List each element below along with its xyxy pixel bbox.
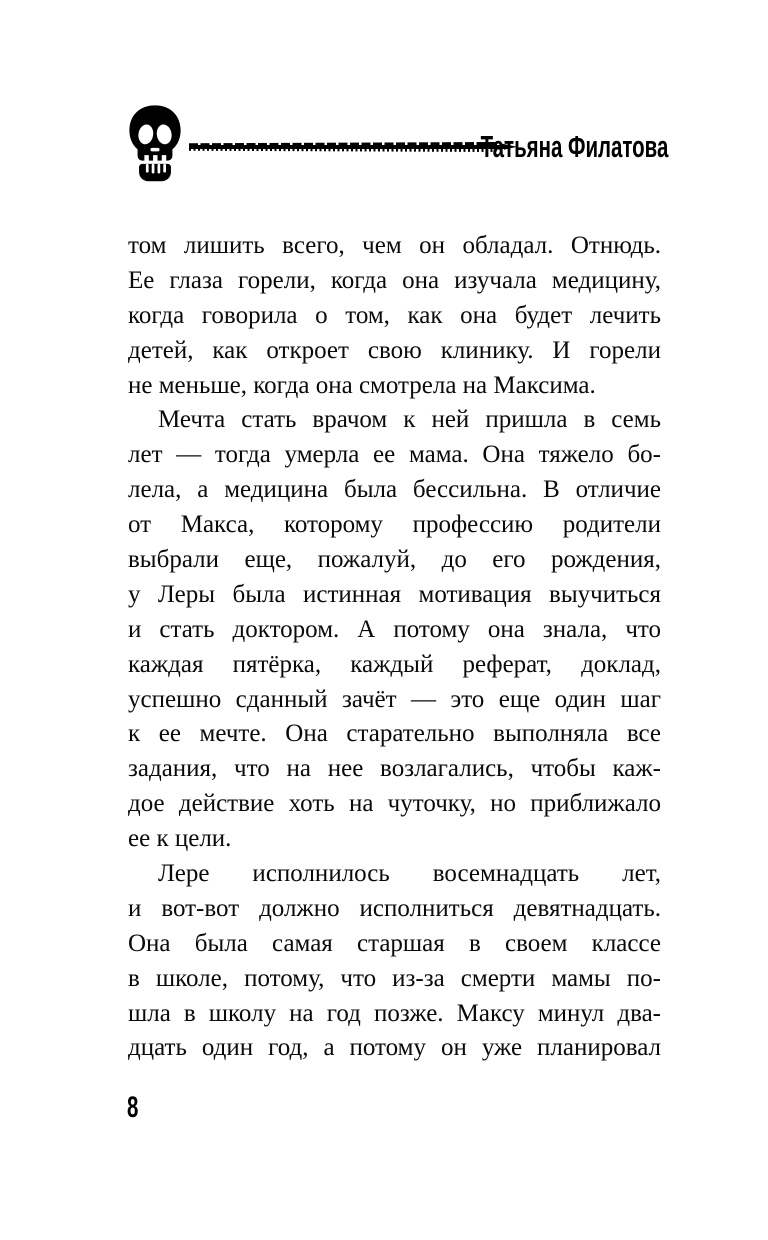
text-line: у Леры была истинная мотивация выучиться	[128, 580, 661, 608]
text-line: дое действие хоть на чуточку, но приближало	[128, 790, 661, 818]
decorative-rule	[189, 142, 517, 152]
text-line: шла в школу на год позже. Максу минул два-	[128, 999, 661, 1027]
text-line: лет — тогда умерла ее мама. Она тяжело бо-	[128, 441, 661, 469]
text-line: том лишить всего, чем он обладал. Отнюдь.	[128, 232, 661, 259]
text-line: детей, как откроет свою клинику. И горели	[128, 336, 661, 364]
text-line: к ее мечте. Она старательно выполняла все	[128, 720, 661, 748]
text-line: дцать один год, а потому он уже планировал	[128, 1034, 661, 1062]
text-line: выбрали еще, пожалуй, до его рождения,	[128, 546, 661, 574]
text-line: ее к цели.	[128, 825, 232, 853]
text-line: Лере исполнилось восемнадцать лет,	[158, 860, 661, 888]
text-line: лела, а медицина была бессильна. В отличие	[128, 476, 661, 504]
text-line: Она была самая старшая в своем классе	[128, 929, 661, 957]
text-line: не меньше, когда она смотрела на Максима.	[128, 371, 596, 399]
text-line: и вот-вот должно исполниться девятнадцать.	[128, 894, 661, 922]
text-line: каждая пятёрка, каждый реферат, доклад,	[128, 650, 661, 678]
text-line: в школе, потому, что из-за смерти мамы по-	[128, 964, 661, 992]
text-line: Ее глаза горели, когда она изучала медицину,	[128, 266, 661, 294]
text-line: и стать доктором. А потому она знала, что	[128, 615, 661, 643]
author-name: Татьяна Филатова	[480, 129, 668, 164]
text-line: когда говорила о том, как она будет лечить	[128, 301, 661, 329]
text-line: задания, что на нее возлагались, чтобы каж-	[128, 755, 661, 783]
page-number: 8	[127, 1091, 139, 1124]
body-text	[128, 229, 661, 1066]
text-line: Мечта стать врачом к ней пришла в семь	[158, 406, 661, 434]
skull-icon	[126, 104, 184, 186]
text-line: успешно сданный зачёт — это еще один шаг	[128, 685, 661, 713]
text-line: от Макса, которому профессию родители	[128, 511, 661, 539]
